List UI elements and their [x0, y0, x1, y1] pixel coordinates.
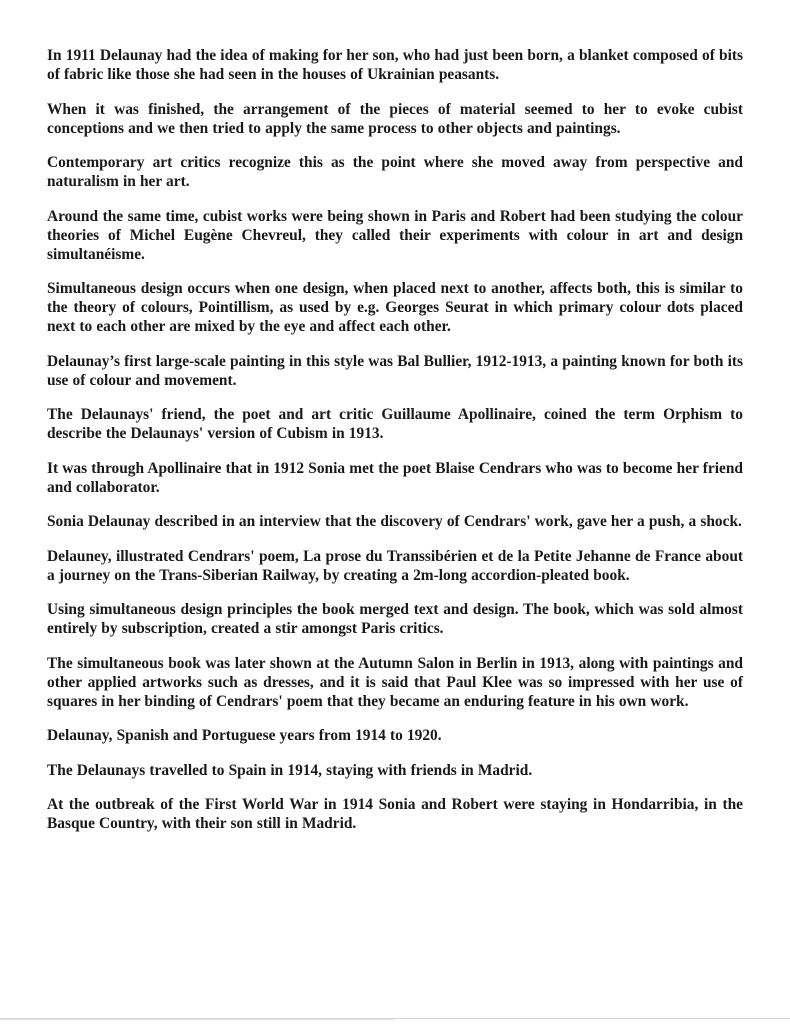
paragraph-9: Sonia Delaunay described in an interview that the discovery of Cendrars' work, gave her a push, a shock. [47, 513, 742, 530]
paragraph-11: Using simultaneous design principles the book merged text and design. The book, which was sold almost entirely by subscription, created a stir amongst Paris critics. [47, 601, 743, 637]
paragraph-1: In 1911 Delaunay had the idea of making for her son, who had just been born, a blanket composed of bits of fabric like those she had seen in the houses of Ukrainian peasants. [47, 47, 743, 83]
paragraph-5: Simultaneous design occurs when one design, when placed next to another, affects both, this is similar to the theory of colours, Pointillism, as used by e.g. Georges Seurat in which primary colour dots placed next to each other are mixed by the eye and affect each other. [47, 280, 743, 335]
paragraph-3: Contemporary art critics recognize this as the point where she moved away from perspective and naturalism in her art. [47, 154, 743, 190]
paragraph-6: Delaunay’s first large-scale painting in this style was Bal Bullier, 1912-1913, a painting known for both its use of colour and movement. [47, 352, 743, 389]
paragraph-14: The Delaunays travelled to Spain in 1914, staying with friends in Madrid. [47, 761, 533, 779]
paragraph-15: At the outbreak of the First World War in 1914 Sonia and Robert were staying in Hondarribia, in the Basque Country, with their son still in Madrid. [47, 796, 743, 832]
paragraph-7: The Delaunays' friend, the poet and art critic Guillaume Apollinaire, coined the term Orphism to describe the Delaunays' version of Cubism in 1913. [47, 406, 743, 442]
paragraph-13: Delaunay, Spanish and Portuguese years from 1914 to 1920. [47, 727, 442, 744]
paragraph-10: Delauney, illustrated Cendrars' poem, La prose du Transsibérien et de la Petite Jehanne de France about a journey on the Trans-Siberian Railway, by creating a 2m-long accordion-pleated book. [47, 547, 743, 584]
page-bottom-divider-shadow [0, 1019, 395, 1020]
paragraph-2: When it was finished, the arrangement of the pieces of material seemed to her to evoke cubist conceptions and we then tried to apply the same process to other objects and paintings. [47, 100, 743, 137]
paragraph-12: The simultaneous book was later shown at the Autumn Salon in Berlin in 1913, along with paintings and other applied artworks such as dresses, and it is said that Paul Klee was so impressed with her use of squares in her binding of Cendrars' poem that they became an enduring feature in his own work. [47, 654, 743, 710]
paragraph-4: Around the same time, cubist works were being shown in Paris and Robert had been studying the colour theories of Michel Eugène Chevreul, they called their experiments with colour in art and design simultanéisme. [47, 207, 743, 263]
document-body [47, 46, 743, 849]
paragraph-8: It was through Apollinaire that in 1912 Sonia met the poet Blaise Cendrars who was to become her friend and collaborator. [47, 459, 743, 496]
